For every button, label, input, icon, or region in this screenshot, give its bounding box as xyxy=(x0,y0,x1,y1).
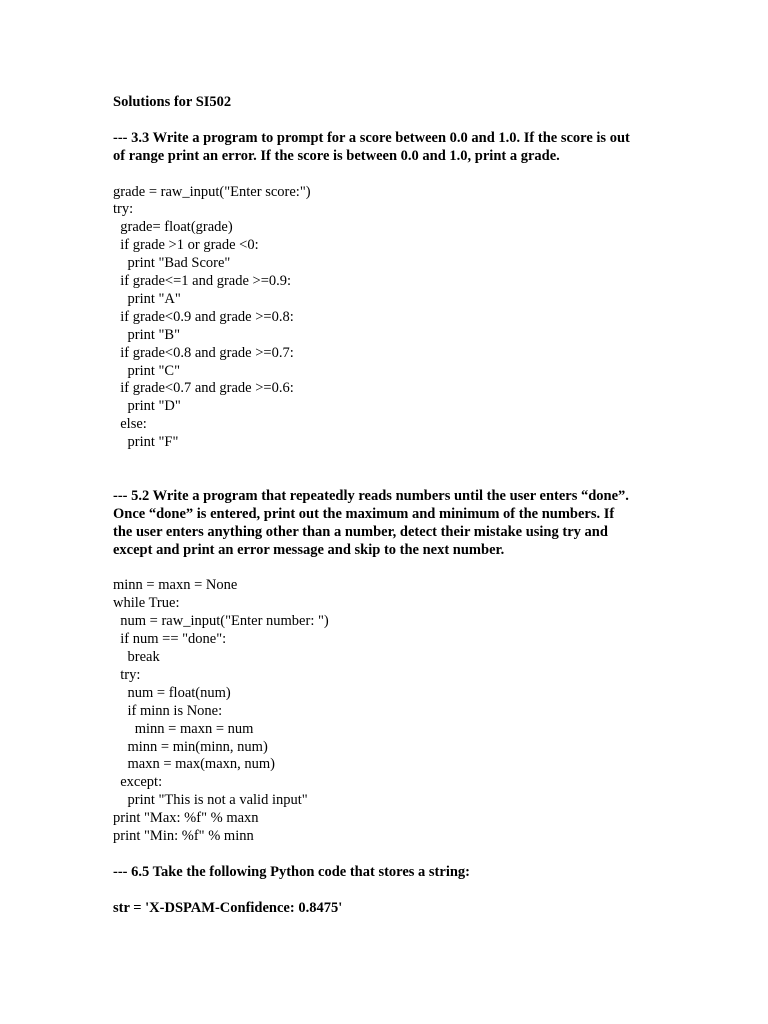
code-line: str = 'X-DSPAM-Confidence: 0.8475' xyxy=(113,899,343,916)
code-line: else: xyxy=(113,416,147,433)
code-line: if minn is None: xyxy=(113,702,223,719)
document-title: Solutions for SI502 xyxy=(113,94,232,110)
question-heading-line: Once “done” is entered, print out the maximum and minimum of the numbers. If xyxy=(113,505,615,522)
code-line: if num == "done": xyxy=(113,631,227,648)
code-line: print "D" xyxy=(113,398,181,415)
code-line: print "B" xyxy=(113,326,181,343)
question-heading-line: except and print an error message and skip to the next number. xyxy=(113,541,505,558)
section-5-2 xyxy=(113,488,673,846)
code-line: if grade<=1 and grade >=0.9: xyxy=(113,273,292,290)
code-line: minn = maxn = num xyxy=(113,720,254,737)
code-line: print "F" xyxy=(113,434,179,451)
code-line: except: xyxy=(113,774,163,791)
code-line: if grade<0.7 and grade >=0.6: xyxy=(113,380,294,397)
question-heading-line: of range print an error. If the score is between 0.0 and 1.0, print a grade. xyxy=(113,147,560,164)
code-line: num = float(num) xyxy=(113,684,231,701)
code-line: print "Min: %f" % minn xyxy=(113,828,254,845)
code-line: while True: xyxy=(113,595,180,612)
code-line: if grade >1 or grade <0: xyxy=(113,237,259,254)
question-heading-line: the user enters anything other than a number, detect their mistake using try and xyxy=(113,523,608,540)
code-block xyxy=(113,577,673,846)
code-block xyxy=(113,184,673,453)
code-line: minn = min(minn, num) xyxy=(113,738,268,755)
code-line: if grade<0.9 and grade >=0.8: xyxy=(113,308,294,325)
question-heading-line: --- 3.3 Write a program to prompt for a score between 0.0 and 1.0. If the score is out xyxy=(113,129,630,146)
code-line: grade = raw_input("Enter score:") xyxy=(113,183,311,200)
blank-line xyxy=(113,112,673,130)
question-heading-line: --- 6.5 Take the following Python code that stores a string: xyxy=(113,863,470,880)
document-page xyxy=(113,94,673,918)
code-line: print "This is not a valid input" xyxy=(113,792,308,809)
blank-line xyxy=(113,560,673,578)
code-line: try: xyxy=(113,201,134,218)
blank-line xyxy=(113,846,673,864)
blank-line xyxy=(113,882,673,900)
code-line: if grade<0.8 and grade >=0.7: xyxy=(113,344,294,361)
code-line: try: xyxy=(113,666,141,683)
section-3-3 xyxy=(113,130,673,452)
code-line: maxn = max(maxn, num) xyxy=(113,756,276,773)
blank-line xyxy=(113,166,673,184)
code-line: break xyxy=(113,649,160,666)
code-line: print "C" xyxy=(113,362,181,379)
code-line: num = raw_input("Enter number: ") xyxy=(113,613,329,630)
code-line: print "Bad Score" xyxy=(113,255,231,272)
code-line: print "A" xyxy=(113,290,181,307)
section-6-5 xyxy=(113,864,673,918)
blank-line xyxy=(113,452,673,470)
code-line: minn = maxn = None xyxy=(113,577,238,594)
code-line: print "Max: %f" % maxn xyxy=(113,810,259,827)
question-heading-line: --- 5.2 Write a program that repeatedly reads numbers until the user enters “done”. xyxy=(113,487,629,504)
blank-line xyxy=(113,470,673,488)
code-line: grade= float(grade) xyxy=(113,219,233,236)
